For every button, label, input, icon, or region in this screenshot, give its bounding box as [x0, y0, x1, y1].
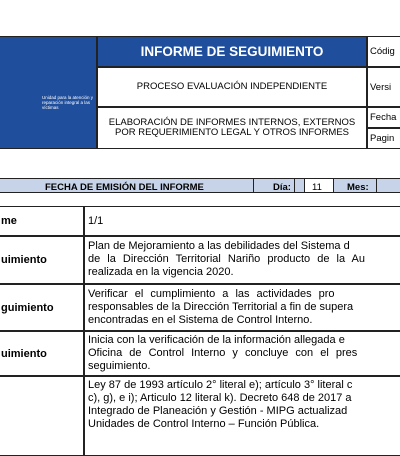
- row-line: encontradas en el Sistema de Control Interno.: [88, 314, 313, 326]
- row-label: uimiento: [0, 236, 84, 284]
- row-line: de la Dirección Territorial Nariño producto de la Au: [88, 253, 365, 265]
- row-value: [84, 236, 400, 284]
- row-line: c), g), e i); Articulo 12 literal k). Decreto 648 de 2017 a: [88, 392, 352, 404]
- emission-date-label: FECHA DE EMISIÓN DEL INFORME: [45, 182, 204, 193]
- logo-text: Unidad para la atención y reparación integral a las víctimas: [42, 95, 94, 110]
- row-line: Oficina de Control Interno y concluye con el pres: [88, 347, 358, 359]
- row-line: responsables de la Dirección Territorial a fin de supera: [88, 301, 354, 313]
- row-label: [0, 376, 84, 456]
- date-label: Fecha: [367, 107, 400, 128]
- divider: [253, 179, 254, 192]
- month-label: Mes:: [347, 182, 369, 193]
- row-line: realizada en la vigencia 2020.: [88, 266, 234, 278]
- row-line: Verificar el cumplimiento a las actividades pro: [88, 288, 335, 300]
- row-label: me: [0, 206, 84, 236]
- report-title: INFORME DE SEGUIMIENTO: [97, 36, 367, 67]
- row-value: [84, 284, 400, 331]
- row-line: Integrado de Planeación y Gestión - MIPG actualizad: [88, 405, 348, 417]
- procedure-name: ELABORACIÓN DE INFORMES INTERNOS, EXTERNOS POR REQUERIMIENTO LEGAL Y OTROS INFORMES: [97, 107, 367, 149]
- divider: [376, 179, 377, 192]
- row-value: [84, 206, 400, 236]
- page-label: Pagin: [367, 128, 400, 149]
- row-line: Inicia con la verificación de la información allegada e: [88, 334, 345, 346]
- row-line: seguimiento.: [88, 360, 151, 372]
- code-label: Códig: [367, 36, 400, 67]
- row-line: 1/1: [88, 215, 104, 227]
- day-label: Día:: [273, 182, 291, 193]
- row-value: [84, 376, 400, 456]
- version-label: Versi: [367, 67, 400, 107]
- emission-date-bar: [0, 178, 400, 193]
- logo-panel: [0, 36, 97, 149]
- row-line: Plan de Mejoramiento a las debilidades del Sistema d: [88, 240, 350, 252]
- row-value: [84, 331, 400, 376]
- divider: [294, 179, 295, 192]
- day-value: 11: [312, 182, 322, 193]
- row-label: guimiento: [0, 284, 84, 331]
- row-line: Unidades de Control Interno – Función Pública.: [88, 418, 320, 430]
- row-label: uimiento: [0, 331, 84, 376]
- row-line: Ley 87 de 1993 artículo 2° literal e); artículo 3° literal c: [88, 379, 353, 391]
- process-name: PROCESO EVALUACIÓN INDEPENDIENTE: [97, 67, 367, 107]
